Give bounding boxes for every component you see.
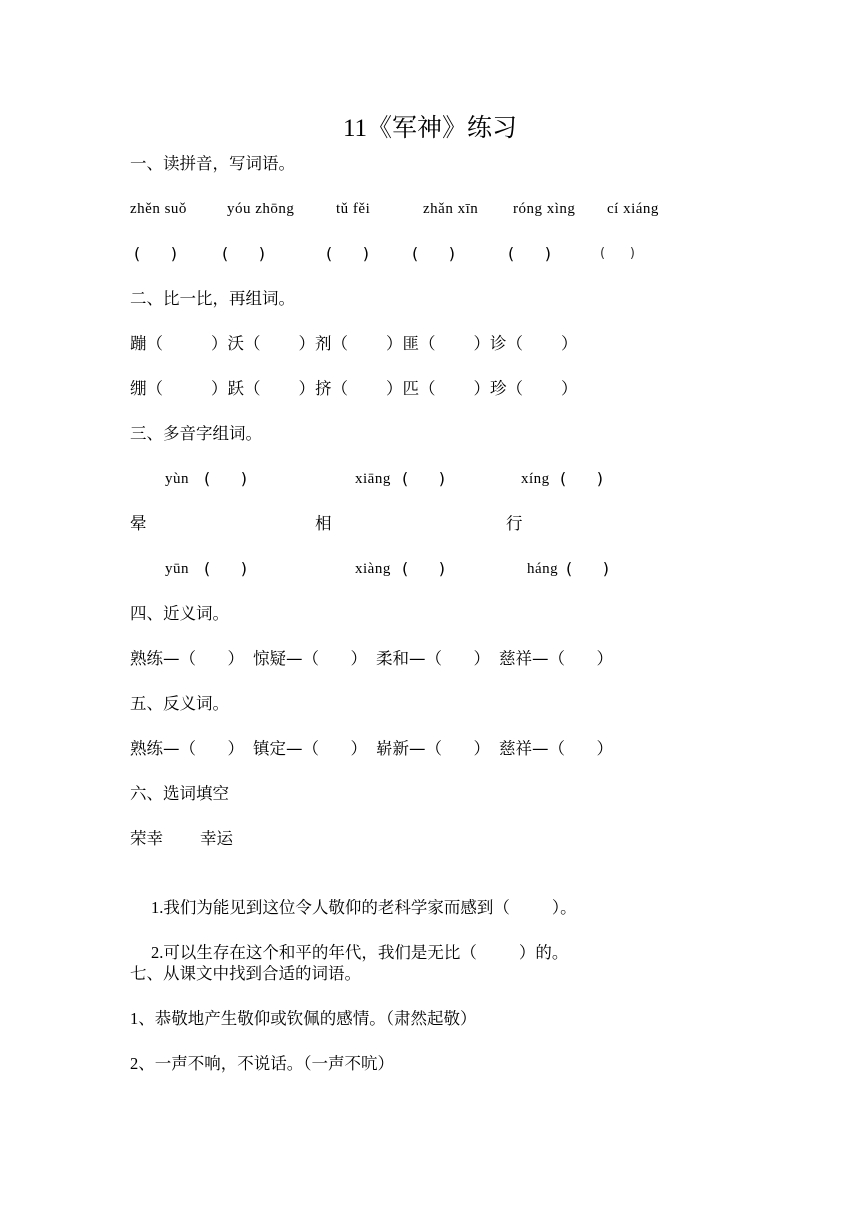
pinyin-3: tǔ fěi <box>336 201 371 217</box>
lesson-number: 11 <box>342 115 368 142</box>
polyphone-blank[interactable]: ( ) <box>204 559 247 578</box>
polyphone-blank[interactable]: ( ) <box>402 559 445 578</box>
polyphone-blank[interactable]: ( ) <box>204 469 247 488</box>
polyphone-pinyin-yun4: yùn <box>165 471 189 487</box>
polyphone-pinyin-xiang4: xiàng <box>355 561 391 577</box>
pinyin-6: cí xiáng <box>607 201 659 217</box>
question-text: 我们为能见到这位令人敬仰的老科学家而感到（ ）。 <box>163 898 577 917</box>
antonym-item[interactable]: 崭新—（ ） <box>376 739 490 758</box>
polyphone-char-xing: 行 <box>506 514 523 533</box>
lesson-title: 《军神》练习 <box>367 113 518 142</box>
compare-cell: 绷（ <box>130 379 163 398</box>
compare-row-1 <box>130 332 578 356</box>
polyphone-pinyin-yun1: yūn <box>165 561 189 577</box>
answer-blank-3[interactable]: ( ) <box>326 244 369 263</box>
polyphone-blank[interactable]: ( ) <box>560 469 603 488</box>
answer-blank-6[interactable]: ( ) <box>600 246 635 261</box>
section-5-heading: 五、反义词。 <box>130 694 229 713</box>
pinyin-2: yóu zhōng <box>227 201 295 217</box>
section-1-heading: 一、读拼音，写词语。 <box>130 154 295 173</box>
compare-cell: ） <box>561 334 578 353</box>
compare-cell: ）挤（ <box>298 379 348 398</box>
pinyin-4: zhǎn xīn <box>423 201 479 217</box>
item-text: 恭敬地产生敬仰或钦佩的感情。（肃然起敬） <box>154 1009 477 1028</box>
answer-blank-1[interactable]: ( ) <box>134 244 177 263</box>
item-number: 2、 <box>130 1054 155 1073</box>
section-6-heading: 六、选词填空 <box>130 784 229 803</box>
compare-cell: ）匪（ <box>386 334 436 353</box>
pinyin-1: zhěn suǒ <box>130 201 187 217</box>
pinyin-5: róng xìng <box>513 201 576 217</box>
polyphone-pinyin-hang2: háng <box>527 561 559 577</box>
compare-cell: ）沃（ <box>211 334 261 353</box>
definition-item-2 <box>130 1052 394 1076</box>
compare-cell: 蹦（ <box>130 334 163 353</box>
section-2-heading: 二、比一比，再组词。 <box>130 289 295 308</box>
polyphone-blank[interactable]: ( ) <box>402 469 445 488</box>
section-4-heading: 四、近义词。 <box>130 604 229 623</box>
item-text: 一声不响，不说话。（一声不吭） <box>154 1054 394 1073</box>
question-text: 可以生存在这个和平的年代，我们是无比（ ）的。 <box>163 943 569 962</box>
compare-cell: ）珍（ <box>473 379 523 398</box>
synonym-item[interactable]: 熟练—（ ） <box>130 649 244 668</box>
synonym-item[interactable]: 柔和—（ ） <box>376 649 490 668</box>
section-7-heading: 七、从课文中找到合适的词语。 <box>130 964 361 983</box>
compare-cell: ）诊（ <box>473 334 523 353</box>
section-3-heading: 三、多音字组词。 <box>130 424 262 443</box>
question-number: 1. <box>150 898 164 917</box>
compare-row-2 <box>130 377 578 401</box>
word-choice-2: 幸运 <box>200 829 233 848</box>
antonym-item[interactable]: 熟练—（ ） <box>130 739 244 758</box>
compare-cell: ） <box>561 379 578 398</box>
polyphone-pinyin-xing2: xíng <box>521 471 550 487</box>
antonym-item[interactable]: 慈祥—（ ） <box>499 739 613 758</box>
answer-blank-4[interactable]: ( ) <box>412 244 455 263</box>
answer-blank-2[interactable]: ( ) <box>222 244 265 263</box>
polyphone-char-xiang: 相 <box>315 514 332 533</box>
antonym-item[interactable]: 镇定—（ ） <box>253 739 367 758</box>
compare-cell: ）剂（ <box>298 334 348 353</box>
compare-cell: ）跃（ <box>211 379 261 398</box>
definition-item-1 <box>130 1007 477 1031</box>
synonym-item[interactable]: 慈祥—（ ） <box>499 649 613 668</box>
synonym-item[interactable]: 惊疑—（ ） <box>253 649 367 668</box>
compare-cell: ）匹（ <box>386 379 436 398</box>
polyphone-blank[interactable]: ( ) <box>566 559 609 578</box>
answer-blank-5[interactable]: ( ) <box>508 244 551 263</box>
polyphone-char-yun: 晕 <box>130 514 147 533</box>
page-title <box>0 108 860 144</box>
polyphone-pinyin-xiang1: xiāng <box>355 471 391 487</box>
item-number: 1、 <box>130 1009 155 1028</box>
word-choice-1: 荣幸 <box>130 829 163 848</box>
question-number: 2. <box>150 943 164 962</box>
